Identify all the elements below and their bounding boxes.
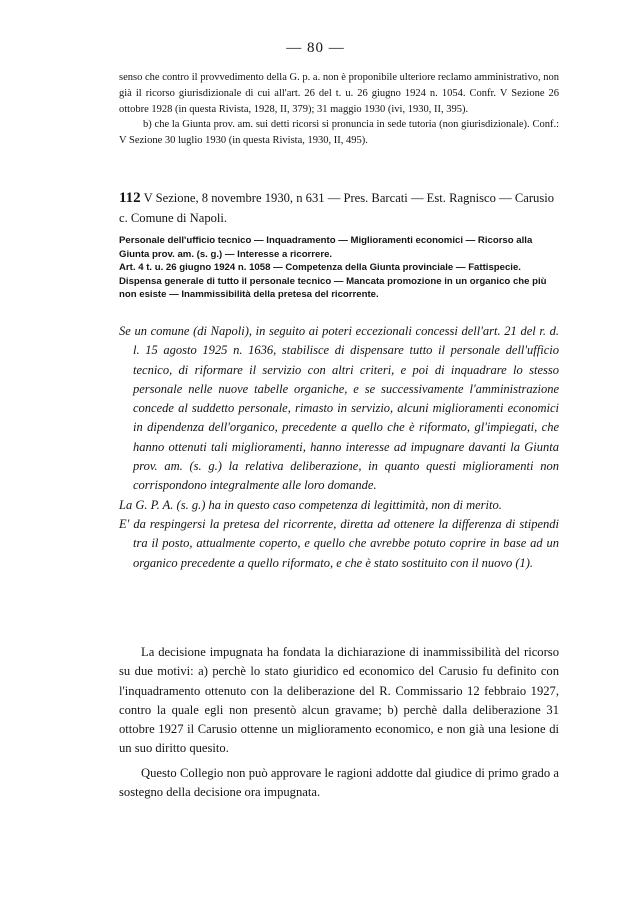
keyword-entry: Dispensa generale di tutto il personale tecnico — Mancata promozione in un organico che più non esiste — Inammissibilità della pretesa del ricorrente. <box>119 275 547 301</box>
decision-citation: V Sezione, 8 novembre 1930, n 631 — Pres. Barcati — Est. Ragnisco — Carusio c. Comune di Napoli. <box>119 191 555 225</box>
maxim: Se un comune (di Napoli), in seguito ai poteri eccezionali concessi dell'art. 21 del r. d. l. 15 agosto 1925 n. 1636, stabilisce di dispensare tutto il personale dell'ufficio tecnico, di riformare il servizio con altri criteri, e poi di inquadrare lo stesso personale nelle nuove tabelle organiche, e se successivamente l'amministrazione concede al suddetto personale, rimasto in servizio, alcuni miglioramenti economici in dipendenza dell'organico, precedente a quello che è riformato, gl'impiegati, che hanno ottenuti tali miglioramenti, hanno interesse ad impugnare davanti la Giunta prov. am. (s. g.) la relativa deliberazione, in quanto questi miglioramenti non corrispondono integralmente alle loro domande. <box>119 324 559 493</box>
continued-note <box>119 70 559 149</box>
maxim: La G. P. A. (s. g.) ha in questo caso competenza di legittimità, non di merito. <box>119 497 502 512</box>
note-paragraph: b) che la Giunta prov. am. sui detti ricorsi si pronuncia in sede tutoria (non giurisdizionale). Conf.: V Sezione 30 luglio 1930 (in questa Rivista, 1930, II, 495). <box>119 119 559 147</box>
note-paragraph: senso che contro il provvedimento della G. p. a. non è proponibile ulteriore reclamo amministrativo, non già il ricorso giurisdizionale di cui all'art. 26 del t. u. 26 giugno 1924 n. 1054. Confr. V Sezione 26 ottobre 1928 (in questa Rivista, 1928, II, 379); 31 maggio 1930 (ivi, 1930, II, 395). <box>119 72 559 115</box>
decision-body <box>119 643 559 802</box>
keyword-entry: Art. 4 t. u. 26 giugno 1924 n. 1058 — Competenza della Giunta provinciale — Fattispecie. <box>119 262 521 274</box>
maxims <box>119 322 559 573</box>
decision-number: 112 <box>119 190 141 206</box>
maxim: E' da respingersi la pretesa del ricorrente, diretta ad ottenere la differenza di stipendi tra il posto, attualmente coperto, e quello che avrebbe potuto coprire in base ad un organico precedente a quello riformato, e che è stato sostituito con il nuovo (1). <box>119 516 559 570</box>
page-number: — 80 — <box>286 40 345 56</box>
keyword-entry: Personale dell'ufficio tecnico — Inquadramento — Miglioramenti economici — Ricorso alla Giunta prov. am. (s. g.) — Interesse a ricorrere. <box>119 235 533 260</box>
body-paragraph: La decisione impugnata ha fondata la dichiarazione di inammissibilità del ricorso su due motivi: a) perchè lo stato giuridico ed economico del Carusio fu definito con l'inquadramento ottenuto con la deliberazione del R. Commissario 12 febbraio 1927, contro la quale egli non presentò alcun gravame; b) perchè dalla deliberazione 31 ottobre 1927 il Carusio ottenne un miglioramento economico, e non già una lesione di un suo diritto quesito. <box>119 645 559 756</box>
body-paragraph: Questo Collegio non può approvare le ragioni addotte dal giudice di primo grado a sostegno della decisione ora impugnata. <box>119 765 559 800</box>
decision-heading <box>119 188 559 228</box>
keyword-list <box>119 234 559 302</box>
